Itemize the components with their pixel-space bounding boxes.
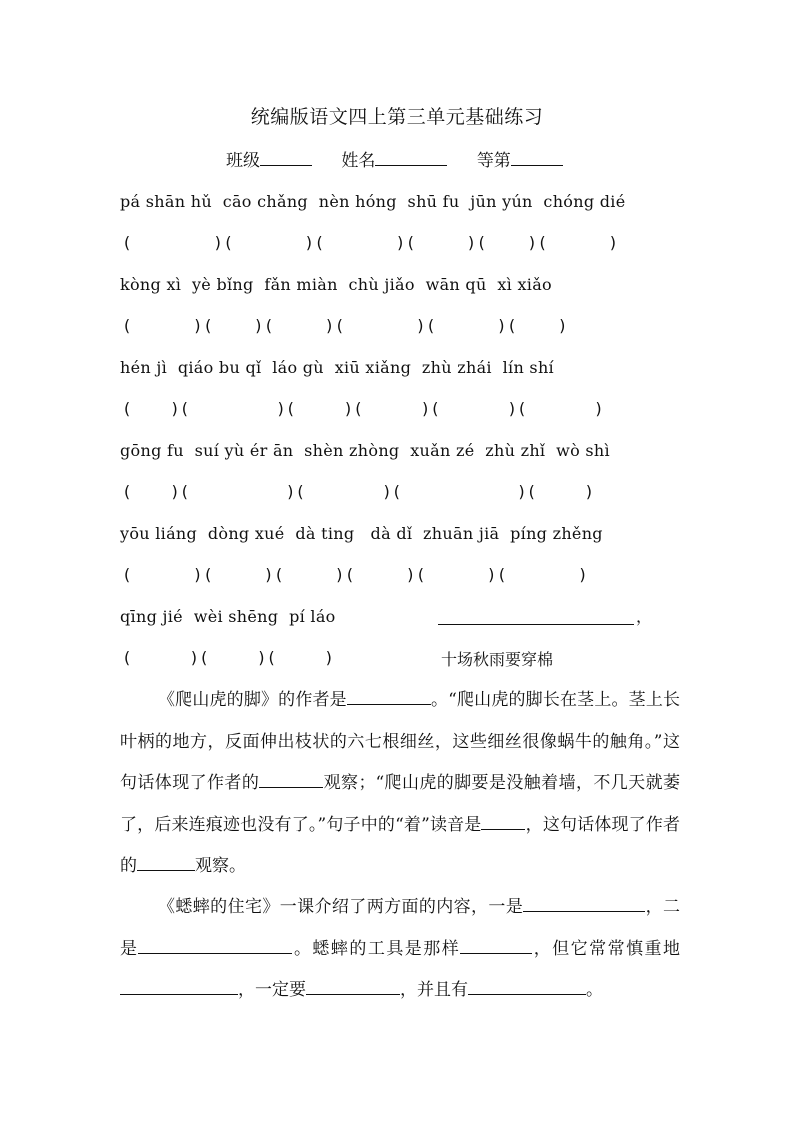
answer-parens-row-6[interactable]: ( )( )( ): [122, 648, 334, 667]
pinyin-row-2: kòng xì yè bǐng fǎn miàn chù jiǎo wān qū xì xiǎo: [120, 275, 552, 294]
pinyin-row-6: qīng jié wèi shēng pí láo: [120, 607, 336, 626]
para1-text-3: 观察；“爬山虎的脚要是没触着墙，不几天就萎了，后来连痕迹也没有了。”句子中的“着”读音是: [120, 773, 680, 835]
para2-text-7: 。: [586, 980, 603, 1000]
poem-line: 十场秋雨要穿棉: [441, 650, 554, 669]
grade-label: 等第: [476, 151, 511, 171]
para2-text-6: ，并且有: [400, 980, 468, 1000]
name-field[interactable]: [341, 151, 447, 171]
must-blank[interactable]: [306, 993, 400, 995]
answer-parens-row-2[interactable]: ( )( )( )( )( )( ): [122, 316, 568, 335]
pinyin-row-1: pá shān hǔ cāo chǎng nèn hóng shū fu jūn yún chóng dié: [120, 192, 626, 211]
class-blank[interactable]: [260, 164, 312, 166]
para2-text-3: 。蟋蟀的工具是那样: [292, 938, 461, 959]
question-paragraph-1: [120, 680, 680, 888]
para2-text-1: 《蟋蟀的住宅》一课介绍了两方面的内容，一是: [158, 897, 524, 917]
pinyin-row-4: gōng fu suí yù ér ān shèn zhòng xuǎn zé zhù zhǐ wò shì: [120, 441, 610, 460]
observation-blank-2[interactable]: [137, 869, 195, 871]
para2-text-2: ，二是: [120, 897, 681, 959]
answer-parens-row-4[interactable]: ( )( )( )( )( ): [122, 482, 595, 501]
answer-parens-row-1[interactable]: ( )( )( )( )( )( ): [122, 233, 619, 252]
name-blank[interactable]: [375, 164, 447, 166]
para2-text-4: ，但它常常慎重地: [532, 938, 681, 959]
poem-answer-blank[interactable]: [438, 606, 634, 625]
name-label: 姓名: [341, 151, 376, 171]
pinyin-row-5: yōu liáng dòng xué dà ting dà dǐ zhuān jiā píng zhěng: [120, 524, 603, 543]
para1-text-5: 观察。: [195, 856, 246, 876]
have-blank[interactable]: [468, 993, 586, 995]
para1-text-1: 《爬山虎的脚》的作者是: [158, 690, 347, 710]
para1-text-2: 。“爬山虎的脚长在茎上。茎上长叶柄的地方，反面伸出枝状的六七根细丝，这些细丝很像蜗牛的触角。”这句话体现了作者的: [120, 690, 680, 793]
pinyin-row-3: hén jì qiáo bu qǐ láo gù xiū xiǎng zhù zhái lín shí: [120, 358, 554, 377]
answer-parens-row-5[interactable]: ( )( )( )( )( )( ): [122, 565, 589, 584]
page-title: 统编版语文四上第三单元基础练习: [250, 106, 544, 128]
para2-text-5: ，一定要: [238, 980, 306, 1000]
content-blank-1[interactable]: [523, 910, 645, 912]
student-info-row: [226, 146, 587, 171]
question-paragraph-2: [120, 887, 680, 1012]
class-label: 班级: [226, 151, 260, 171]
grade-blank[interactable]: [511, 164, 563, 166]
careful-blank[interactable]: [120, 993, 238, 995]
answer-parens-row-3[interactable]: ( )( )( )( )( )( ): [122, 399, 604, 418]
poem-comma: ，: [636, 607, 653, 626]
observation-blank-1[interactable]: [259, 786, 323, 788]
para1-text-4: ，这句话体现了作者的: [120, 814, 681, 876]
pronunciation-blank[interactable]: [481, 828, 525, 830]
tool-blank[interactable]: [460, 952, 532, 954]
class-field[interactable]: [226, 151, 312, 171]
author-blank[interactable]: [347, 703, 431, 705]
content-blank-2[interactable]: [138, 952, 292, 954]
grade-field[interactable]: [477, 151, 563, 171]
